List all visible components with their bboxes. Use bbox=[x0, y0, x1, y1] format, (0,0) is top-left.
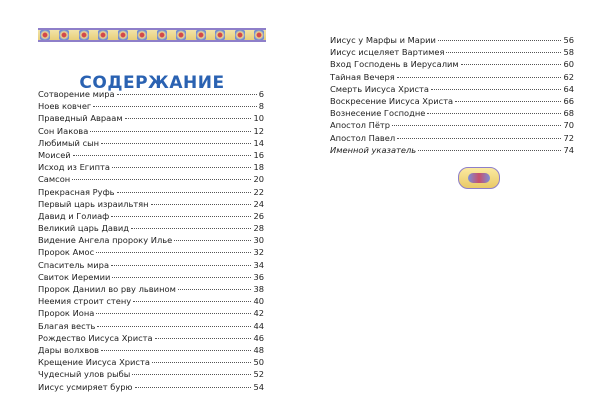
toc-entry-page: 20 bbox=[253, 174, 264, 185]
toc-entry-page: 10 bbox=[253, 113, 264, 124]
toc-entry-page: 6 bbox=[258, 89, 264, 99]
toc-entry-title: Воскресение Иисуса Христа bbox=[330, 95, 454, 106]
toc-entry-title: Апостол Павел bbox=[330, 132, 396, 143]
toc-entry[interactable] bbox=[330, 46, 574, 58]
toc-leader bbox=[125, 118, 252, 119]
toc-entry[interactable] bbox=[38, 100, 264, 112]
toc-leader bbox=[174, 240, 251, 241]
toc-entry-title: Чудесный улов рыбы bbox=[38, 369, 131, 380]
toc-entry-title: Крещение Иисуса Христа bbox=[38, 357, 150, 368]
toc-leader bbox=[461, 64, 562, 65]
decorative-ornament-band bbox=[38, 28, 266, 42]
toc-entry[interactable] bbox=[38, 186, 264, 198]
toc-entry[interactable] bbox=[38, 381, 264, 393]
toc-entry[interactable] bbox=[38, 332, 264, 344]
toc-entry-title: Свиток Иеремии bbox=[38, 271, 111, 282]
toc-leader bbox=[72, 179, 251, 180]
toc-leader bbox=[418, 150, 561, 151]
toc-entry-title: Ноев ковчег bbox=[38, 101, 92, 112]
toc-entry-page: 34 bbox=[253, 259, 264, 270]
toc-leader bbox=[431, 89, 561, 90]
right-page bbox=[300, 0, 600, 415]
toc-entry[interactable] bbox=[38, 198, 264, 210]
toc-entry-title: Иисус у Марфы и Марии bbox=[330, 35, 436, 45]
toc-entry-page: 24 bbox=[253, 198, 264, 209]
toc-entry-title: Пророк Иона bbox=[38, 308, 95, 319]
toc-entry[interactable] bbox=[38, 283, 264, 295]
toc-entry-page: 48 bbox=[253, 344, 264, 355]
toc-entry[interactable] bbox=[330, 107, 574, 119]
toc-entry-title: Пророк Амос bbox=[38, 247, 95, 258]
toc-leader bbox=[397, 138, 561, 139]
ornament-motif-icon bbox=[176, 30, 186, 40]
toc-leader bbox=[111, 265, 251, 266]
toc-entry[interactable] bbox=[330, 132, 574, 144]
toc-entry-title: Вознесение Господне bbox=[330, 108, 426, 119]
toc-entry-title: Именной указатель bbox=[330, 144, 417, 155]
toc-list-left bbox=[38, 88, 264, 393]
toc-entry-page: 68 bbox=[563, 108, 574, 119]
toc-entry[interactable] bbox=[38, 271, 264, 283]
toc-entry-title: Моисей bbox=[38, 149, 71, 160]
toc-entry-page: 16 bbox=[253, 149, 264, 160]
toc-entry-page: 12 bbox=[253, 125, 264, 136]
toc-leader bbox=[73, 155, 252, 156]
ornament-motif-icon bbox=[40, 30, 50, 40]
toc-leader bbox=[112, 277, 251, 278]
toc-entry-title: Самсон bbox=[38, 174, 71, 185]
toc-entry-page: 40 bbox=[253, 296, 264, 307]
toc-entry-page: 18 bbox=[253, 162, 264, 173]
ornament-motif-icon bbox=[59, 30, 69, 40]
toc-entry[interactable] bbox=[330, 119, 574, 131]
toc-leader bbox=[112, 167, 252, 168]
toc-entry[interactable] bbox=[38, 259, 264, 271]
toc-leader bbox=[446, 52, 561, 53]
toc-leader bbox=[132, 374, 251, 375]
page-title: СОДЕРЖАНИЕ bbox=[79, 73, 225, 94]
ornament-motif-icon bbox=[157, 30, 167, 40]
toc-leader bbox=[178, 289, 252, 290]
toc-entry-page: 42 bbox=[253, 308, 264, 319]
toc-entry-title: Давид и Голиаф bbox=[38, 210, 110, 221]
toc-entry-title: Любимый сын bbox=[38, 137, 100, 148]
toc-entry[interactable] bbox=[38, 222, 264, 234]
ornament-motif-icon bbox=[254, 30, 264, 40]
toc-entry[interactable] bbox=[38, 161, 264, 173]
toc-entry-page: 14 bbox=[253, 137, 264, 148]
toc-entry[interactable] bbox=[38, 210, 264, 222]
ornament-motif-icon bbox=[98, 30, 108, 40]
toc-leader bbox=[455, 101, 561, 102]
toc-entry-page: 8 bbox=[258, 101, 264, 112]
ornament-motif-icon bbox=[235, 30, 245, 40]
toc-entry[interactable] bbox=[38, 320, 264, 332]
toc-entry[interactable] bbox=[330, 58, 574, 70]
toc-entry-page: 30 bbox=[253, 235, 264, 246]
toc-entry-page: 32 bbox=[253, 247, 264, 258]
toc-entry[interactable] bbox=[38, 137, 264, 149]
toc-entry-page: 64 bbox=[563, 83, 574, 94]
toc-entry[interactable] bbox=[38, 356, 264, 368]
toc-entry-title: Апостол Пётр bbox=[330, 120, 391, 131]
toc-entry-page: 62 bbox=[563, 71, 574, 82]
toc-entry[interactable] bbox=[330, 71, 574, 83]
toc-entry-title: Видение Ангела пророку Илье bbox=[38, 235, 173, 246]
toc-entry-title: Рождество Иисуса Христа bbox=[38, 332, 153, 343]
toc-entry-page: 54 bbox=[253, 381, 264, 392]
toc-entry-page: 46 bbox=[253, 332, 264, 343]
toc-leader bbox=[117, 94, 257, 95]
toc-entry-page: 58 bbox=[563, 47, 574, 58]
toc-leader bbox=[151, 204, 252, 205]
toc-entry-page: 52 bbox=[253, 369, 264, 380]
medallion-core bbox=[468, 173, 490, 183]
toc-leader bbox=[93, 106, 256, 107]
toc-entry-title: Первый царь израильтян bbox=[38, 198, 149, 209]
toc-leader bbox=[101, 350, 251, 351]
toc-entry-title: Смерть Иисуса Христа bbox=[330, 83, 429, 94]
ornament-motif-icon bbox=[215, 30, 225, 40]
toc-entry-page: 66 bbox=[563, 95, 574, 106]
toc-entry[interactable] bbox=[38, 173, 264, 185]
decorative-medallion-icon bbox=[458, 167, 500, 189]
toc-entry-title: Иисус усмиряет бурю bbox=[38, 381, 133, 392]
toc-entry[interactable] bbox=[330, 83, 574, 95]
toc-entry-page: 26 bbox=[253, 210, 264, 221]
toc-entry-page: 72 bbox=[563, 132, 574, 143]
toc-entry-title: Исход из Египта bbox=[38, 162, 110, 173]
toc-entry-title: Праведный Авраам bbox=[38, 113, 123, 124]
ornament-motif-icon bbox=[137, 30, 147, 40]
ornament-motif-icon bbox=[196, 30, 206, 40]
toc-entry-title: Великий царь Давид bbox=[38, 223, 130, 234]
toc-entry[interactable] bbox=[38, 125, 264, 137]
toc-entry-page: 60 bbox=[563, 59, 574, 70]
toc-entry-page: 28 bbox=[253, 223, 264, 234]
toc-leader bbox=[90, 131, 251, 132]
toc-entry[interactable] bbox=[38, 88, 264, 100]
toc-entry-title: Пророк Даниил во рву львином bbox=[38, 284, 176, 294]
toc-entry-page: 38 bbox=[253, 284, 264, 294]
toc-leader bbox=[155, 338, 252, 339]
toc-entry[interactable] bbox=[38, 344, 264, 356]
toc-leader bbox=[101, 143, 251, 144]
toc-entry[interactable] bbox=[330, 95, 574, 107]
toc-entry-page: 70 bbox=[563, 120, 574, 131]
toc-entry[interactable] bbox=[38, 112, 264, 124]
toc-entry-title: Неемия строит стену bbox=[38, 296, 132, 307]
toc-leader bbox=[135, 387, 252, 388]
toc-leader bbox=[427, 113, 561, 114]
toc-entry-title: Сотворение мира bbox=[38, 89, 115, 99]
toc-leader bbox=[97, 326, 251, 327]
toc-leader bbox=[438, 40, 562, 41]
toc-entry-page: 44 bbox=[253, 320, 264, 331]
toc-leader bbox=[152, 362, 252, 363]
ornament-motif-icon bbox=[118, 30, 128, 40]
toc-leader bbox=[96, 252, 251, 253]
toc-entry-title: Прекрасная Руфь bbox=[38, 186, 115, 197]
toc-leader bbox=[111, 216, 251, 217]
toc-entry[interactable] bbox=[38, 307, 264, 319]
toc-entry[interactable] bbox=[38, 149, 264, 161]
toc-entry-page: 22 bbox=[253, 186, 264, 197]
toc-entry-title: Спаситель мира bbox=[38, 259, 110, 270]
toc-leader bbox=[131, 228, 251, 229]
toc-leader bbox=[133, 301, 251, 302]
toc-entry-title: Дары волхвов bbox=[38, 344, 100, 355]
ornament-motif-icon bbox=[79, 30, 89, 40]
toc-leader bbox=[96, 313, 251, 314]
toc-entry[interactable] bbox=[38, 234, 264, 246]
toc-entry-page: 56 bbox=[563, 35, 574, 45]
toc-entry-page: 50 bbox=[253, 357, 264, 368]
toc-entry[interactable] bbox=[38, 295, 264, 307]
toc-list-right bbox=[330, 34, 574, 156]
toc-entry[interactable] bbox=[330, 144, 574, 156]
toc-leader bbox=[117, 192, 252, 193]
toc-entry-title: Тайная Вечеря bbox=[330, 71, 395, 82]
toc-entry-title: Иисус исцеляет Вартимея bbox=[330, 47, 445, 58]
toc-leader bbox=[397, 77, 562, 78]
toc-entry-page: 36 bbox=[253, 271, 264, 282]
toc-entry[interactable] bbox=[38, 368, 264, 380]
toc-entry[interactable] bbox=[330, 34, 574, 46]
toc-entry[interactable] bbox=[38, 246, 264, 258]
toc-entry-title: Сон Иакова bbox=[38, 125, 89, 136]
toc-entry-title: Благая весть bbox=[38, 320, 96, 331]
toc-entry-page: 74 bbox=[563, 144, 574, 155]
toc-leader bbox=[392, 125, 561, 126]
toc-entry-title: Вход Господень в Иерусалим bbox=[330, 59, 459, 70]
